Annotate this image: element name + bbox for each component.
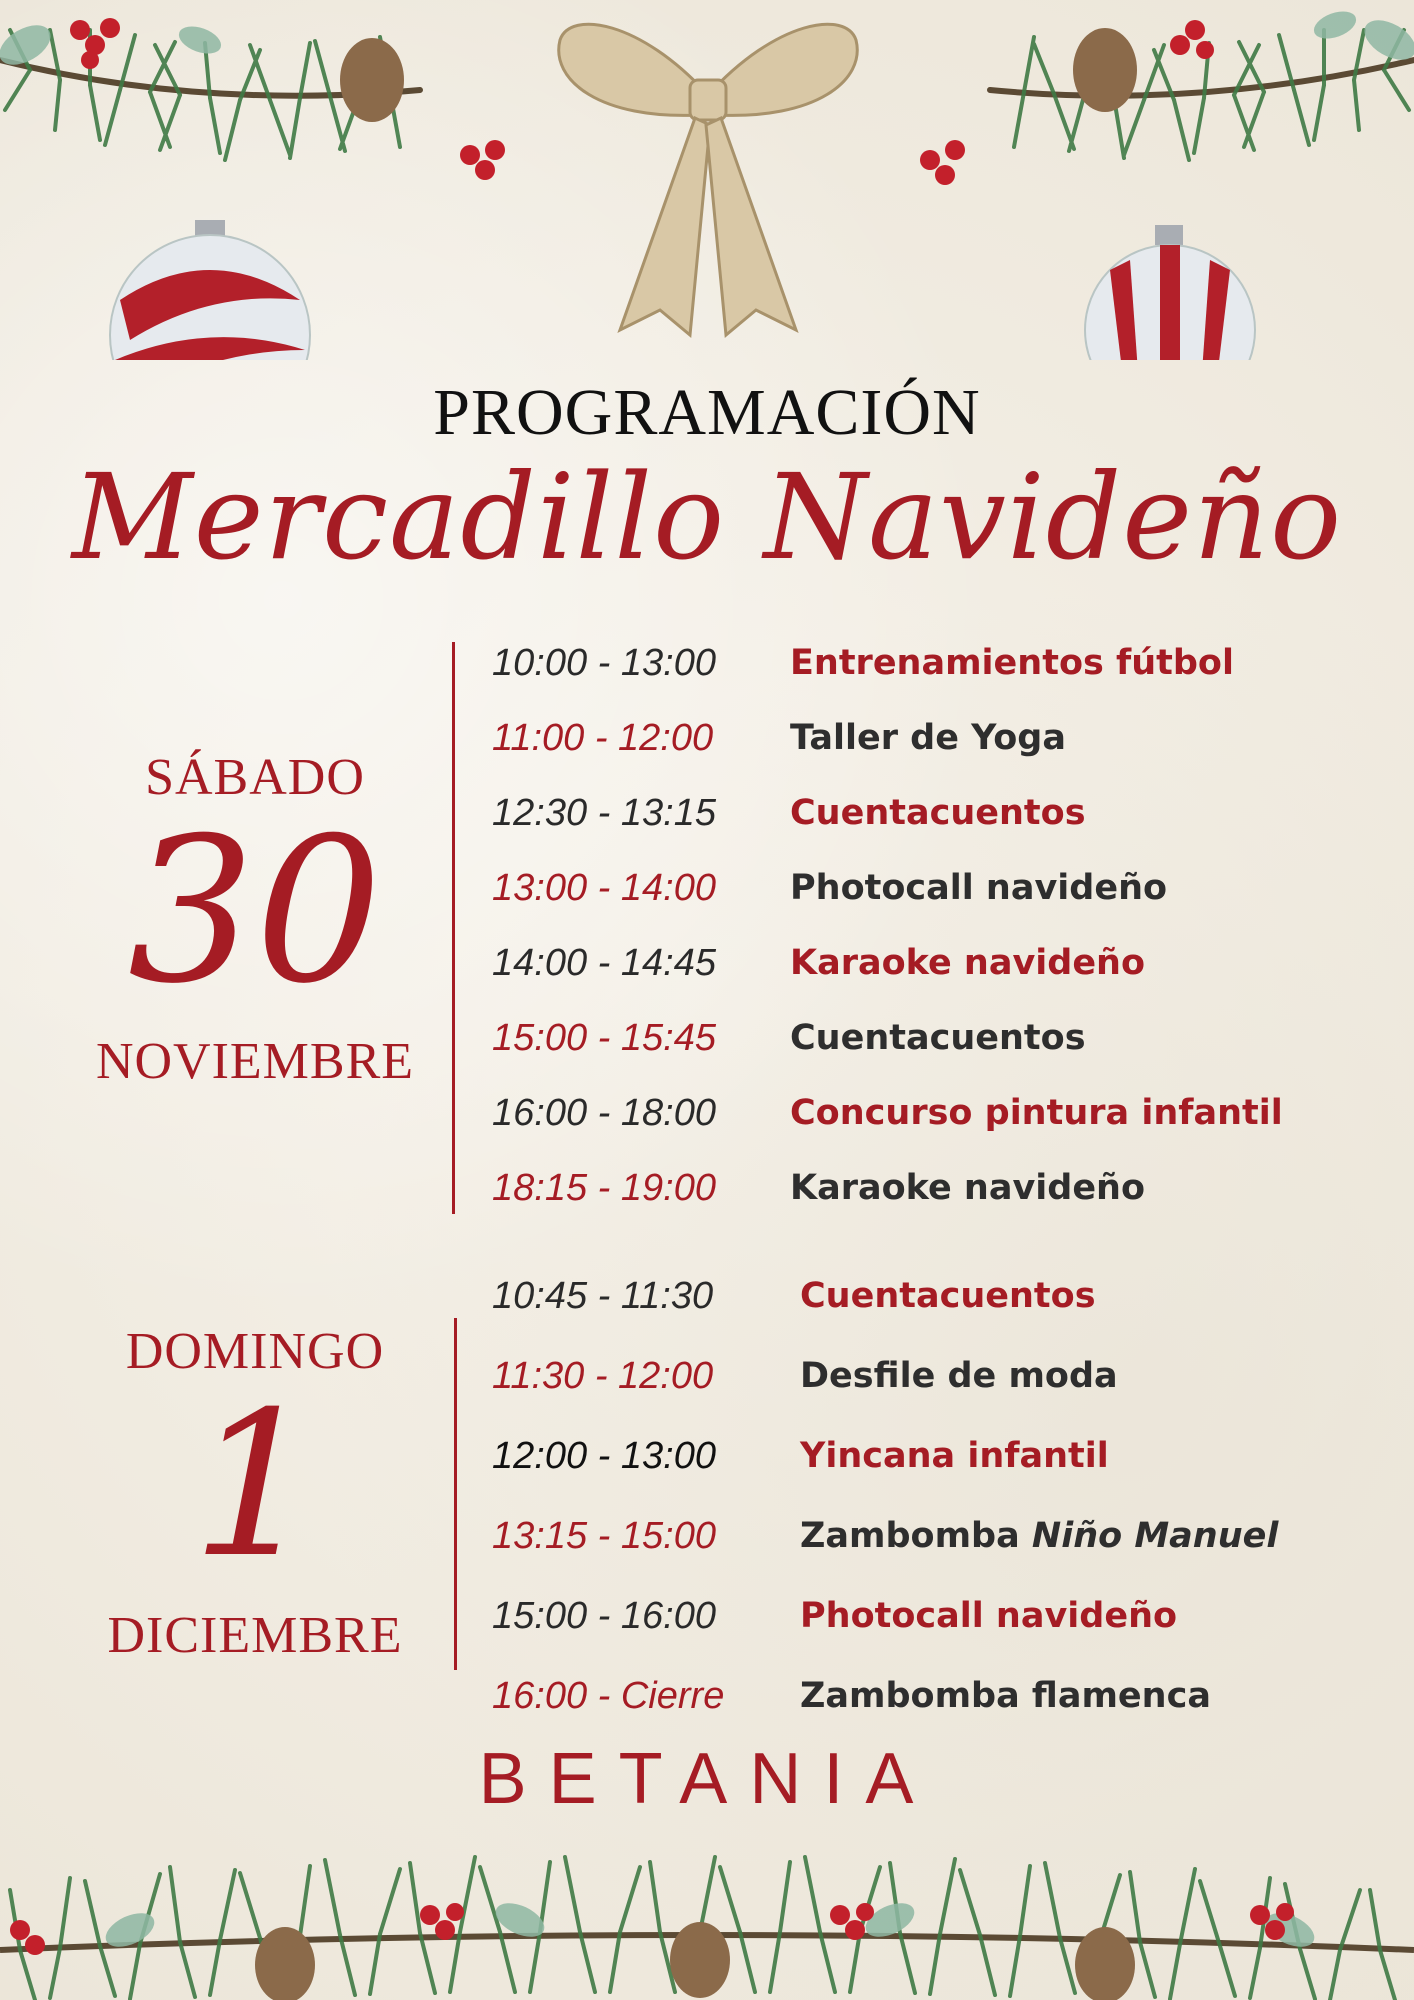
event-time: 11:30 - 12:00 — [492, 1354, 714, 1397]
event-name-title: Mercadillo Navideño — [71, 448, 1343, 586]
event-time: 16:00 - Cierre — [492, 1674, 725, 1717]
bow-icon — [559, 24, 858, 335]
ornament-right-icon — [1085, 225, 1255, 360]
event-time: 10:00 - 13:00 — [492, 641, 716, 684]
schedule-row — [492, 1348, 1118, 1404]
event-activity: Photocall navideño — [790, 868, 1168, 908]
day-1-name: SÁBADO — [145, 749, 365, 806]
schedule-row — [492, 1508, 1278, 1564]
schedule-row — [492, 1668, 1211, 1724]
ornament-left-icon — [110, 220, 310, 360]
day-2-month: DICIEMBRE — [107, 1607, 403, 1664]
event-activity: Cuentacuentos — [800, 1276, 1096, 1316]
event-activity: Entrenamientos fútbol — [790, 643, 1234, 683]
event-activity: Cuentacuentos — [790, 793, 1086, 833]
event-time: 11:00 - 12:00 — [492, 716, 714, 759]
brand-logo: BETANIA — [478, 1739, 936, 1819]
garland-top-decoration — [0, 0, 1414, 360]
day-1-divider — [452, 642, 455, 1214]
day-1-month: NOVIEMBRE — [95, 1033, 415, 1090]
day-2-number: 1 — [191, 1369, 319, 1602]
event-activity: Concurso pintura infantil — [790, 1093, 1283, 1133]
schedule-row — [492, 1428, 1109, 1484]
event-activity: Zambomba flamenca — [800, 1676, 1211, 1716]
event-time: 15:00 - 16:00 — [492, 1594, 716, 1637]
page-title: PROGRAMACIÓN — [433, 376, 981, 449]
event-time: 14:00 - 14:45 — [492, 941, 716, 984]
schedule-row — [492, 1588, 1177, 1644]
schedule-row — [492, 860, 1167, 916]
day-1-label — [60, 748, 450, 1091]
schedule-row — [492, 935, 1145, 991]
event-time: 16:00 - 18:00 — [492, 1091, 716, 1134]
event-time: 15:00 - 15:45 — [492, 1016, 716, 1059]
event-activity — [800, 1516, 1278, 1556]
day-2-label — [60, 1322, 450, 1665]
event-activity: Karaoke navideño — [790, 1168, 1146, 1208]
event-activity: Desfile de moda — [800, 1356, 1118, 1396]
schedule-row — [492, 1160, 1145, 1216]
event-time: 12:30 - 13:15 — [492, 791, 716, 834]
event-activity: Karaoke navideño — [790, 943, 1146, 983]
event-time: 13:15 - 15:00 — [492, 1514, 716, 1557]
schedule-row — [492, 635, 1234, 691]
event-activity-em: Niño Manuel — [1031, 1516, 1279, 1556]
event-time: 12:00 - 13:00 — [492, 1434, 716, 1477]
event-activity: Cuentacuentos — [790, 1018, 1086, 1058]
schedule-row — [492, 1010, 1086, 1066]
event-time: 18:15 - 19:00 — [492, 1166, 716, 1209]
event-time: 10:45 - 11:30 — [492, 1274, 714, 1317]
event-activity: Taller de Yoga — [790, 718, 1066, 758]
event-activity-main: Zambomba — [800, 1516, 1020, 1556]
leaves-top — [0, 6, 1414, 73]
pinecone-icon — [255, 1922, 1135, 2000]
schedule-row — [492, 1085, 1283, 1141]
day-2-divider — [454, 1318, 457, 1670]
event-activity: Yincana infantil — [800, 1436, 1109, 1476]
event-activity: Photocall navideño — [800, 1596, 1178, 1636]
schedule-row — [492, 710, 1066, 766]
schedule-row — [492, 1268, 1096, 1324]
schedule-row — [492, 785, 1086, 841]
day-2-name: DOMINGO — [125, 1323, 385, 1380]
event-time: 13:00 - 14:00 — [492, 866, 716, 909]
garland-bottom-decoration — [0, 1820, 1414, 2000]
day-1-number: 30 — [127, 795, 383, 1028]
